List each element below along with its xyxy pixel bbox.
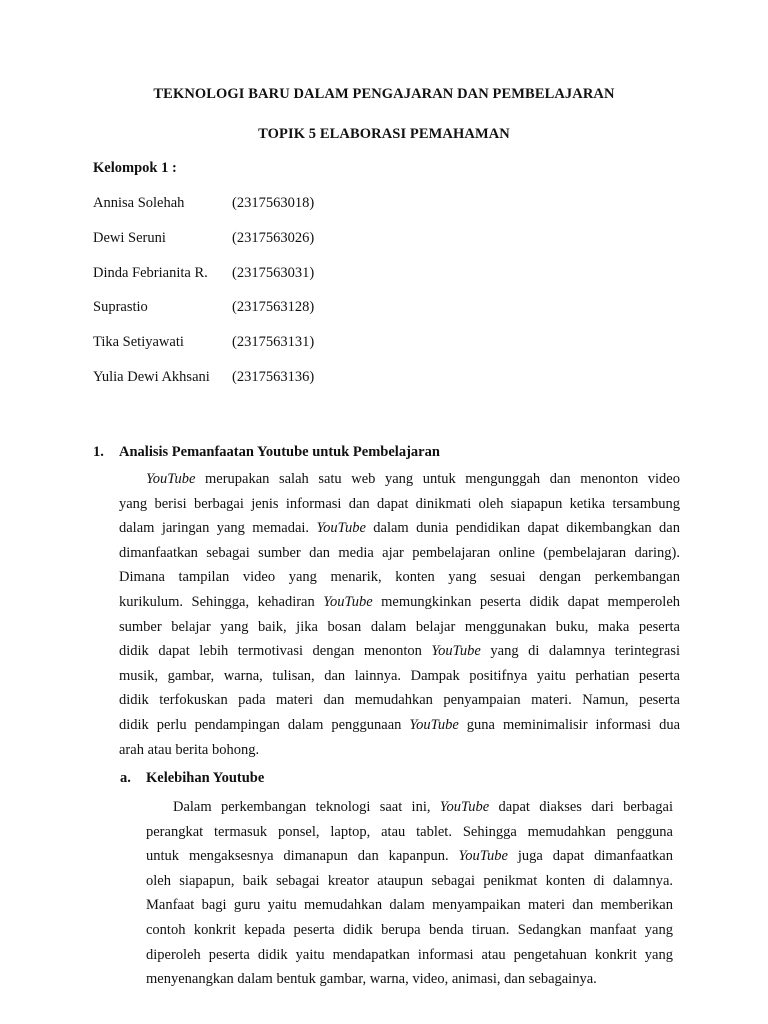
paragraph-line bbox=[119, 664, 680, 689]
line-text: merupakan salah satu web yang untuk mengunggah dan menonton video bbox=[195, 471, 680, 487]
paragraph-line bbox=[119, 713, 680, 738]
line-text: yang di dalamnya terintegrasi bbox=[480, 643, 680, 660]
line-text: arah atau berita bohong. bbox=[119, 741, 260, 758]
italic-term: YouTube bbox=[316, 520, 366, 537]
member-name: Dewi Seruni bbox=[93, 229, 166, 246]
member-nim: (2317563018) bbox=[232, 195, 315, 211]
subsection-title: Kelebihan Youtube bbox=[146, 770, 265, 786]
italic-term: YouTube bbox=[431, 643, 481, 660]
paragraph-line bbox=[119, 516, 680, 541]
paragraph-line bbox=[119, 688, 680, 713]
document-title: TEKNOLOGI BARU DALAM PENGAJARAN DAN PEMBELAJARAN bbox=[153, 86, 615, 102]
italic-term: YouTube bbox=[439, 799, 490, 815]
line-text: contoh konkrit kepada peserta didik berupa benda tiruan. Sedangkan manfaat yang bbox=[146, 921, 673, 938]
line-text: juga dapat dimanfaatkan bbox=[507, 848, 673, 865]
line-text: didik terfokuskan pada materi dan memudahkan penyampaian materi. Namun, peserta bbox=[119, 692, 680, 709]
paragraph-line bbox=[119, 590, 680, 615]
italic-term: YouTube bbox=[458, 848, 508, 865]
section-title: Analisis Pemanfaatan Youtube untuk Pembelajaran bbox=[119, 444, 440, 460]
paragraph-line bbox=[146, 869, 673, 894]
line-text: dimanfaatkan sebagai sumber dan media ajar pembelajaran online (pembelajaran daring). bbox=[119, 544, 680, 561]
member-name: Tika Setiyawati bbox=[93, 334, 184, 351]
member-nim: (2317563031) bbox=[232, 264, 315, 281]
paragraph-line bbox=[119, 639, 680, 664]
line-text: musik, gambar, warna, tulisan, dan lainnya. Dampak positifnya yaitu perhatian peserta bbox=[119, 667, 680, 684]
line-text: untuk mengaksesnya dimanapun dan kapanpun. bbox=[146, 848, 459, 865]
line-text: yang berisi berbagai jenis informasi dan dapat dinikmati oleh siapapun ketika tersambung bbox=[119, 495, 680, 512]
line-text: diperoleh peserta didik yaitu mendapatkan informasi atau pengetahuan konkrit yang bbox=[146, 946, 673, 963]
line-text: memungkinkan peserta didik dapat memperoleh bbox=[372, 593, 680, 610]
line-text: perangkat termasuk ponsel, laptop, atau tablet. Sehingga memudahkan pengguna bbox=[146, 823, 673, 840]
member-name: Dinda Febrianita R. bbox=[93, 264, 208, 281]
member-nim: (2317563128) bbox=[232, 299, 315, 316]
paragraph-line bbox=[119, 565, 680, 590]
paragraph-line bbox=[146, 893, 673, 918]
italic-term: YouTube bbox=[409, 716, 459, 733]
group-label: Kelompok 1 : bbox=[93, 160, 177, 176]
paragraph-line bbox=[119, 492, 680, 517]
line-text: Dalam perkembangan teknologi saat ini, bbox=[173, 799, 440, 815]
member-nim: (2317563136) bbox=[232, 368, 315, 385]
paragraph-line bbox=[146, 795, 673, 820]
line-text: guna meminimalisir informasi dua bbox=[458, 716, 681, 733]
member-name: Annisa Solehah bbox=[93, 195, 185, 211]
subsection-paragraph bbox=[146, 795, 673, 992]
member-name: Yulia Dewi Akhsani bbox=[93, 368, 210, 385]
line-text: didik perlu pendampingan dalam penggunaan bbox=[119, 716, 410, 733]
italic-term: YouTube bbox=[323, 593, 373, 610]
line-text: sumber belajar yang baik, jika bosan dalam belajar menggunakan buku, maka peserta bbox=[119, 618, 680, 635]
paragraph-line bbox=[119, 738, 680, 763]
line-text: menyenangkan dalam bentuk gambar, warna, video, animasi, dan sebagainya. bbox=[146, 971, 597, 988]
paragraph-line bbox=[146, 967, 673, 992]
paragraph-line bbox=[119, 467, 680, 492]
line-text: Manfaat bagi guru yaitu memudahkan dalam menyampaikan materi dan memberikan bbox=[146, 897, 673, 914]
paragraph-line bbox=[146, 918, 673, 943]
section-number: 1. bbox=[93, 444, 104, 460]
paragraph-line bbox=[146, 943, 673, 968]
member-name: Suprastio bbox=[93, 299, 148, 316]
section-paragraph bbox=[119, 467, 680, 762]
subsection-letter: a. bbox=[120, 770, 131, 786]
line-text: dalam dunia pendidikan dapat dikembangkan dan bbox=[365, 520, 680, 537]
paragraph-line bbox=[119, 541, 680, 566]
paragraph-line bbox=[146, 820, 673, 845]
member-nim: (2317563026) bbox=[232, 229, 315, 246]
line-text: didik dapat lebih termotivasi dengan menonton bbox=[119, 643, 432, 660]
document-subtitle: TOPIK 5 ELABORASI PEMAHAMAN bbox=[258, 126, 510, 142]
line-text: kurikulum. Sehingga, kehadiran bbox=[119, 593, 324, 610]
line-text: dalam jaringan yang memadai. bbox=[119, 520, 317, 537]
italic-term: YouTube bbox=[146, 471, 196, 487]
paragraph-line bbox=[119, 615, 680, 640]
paragraph-line bbox=[146, 844, 673, 869]
member-nim: (2317563131) bbox=[232, 334, 315, 351]
line-text: oleh siapapun, baik sebagai kreator ataupun sebagai penikmat konten di dalamnya. bbox=[146, 872, 673, 889]
line-text: Dimana tampilan video yang menarik, konten yang sesuai dengan perkembangan bbox=[119, 569, 680, 586]
line-text: dapat diakses dari berbagai bbox=[489, 799, 674, 815]
